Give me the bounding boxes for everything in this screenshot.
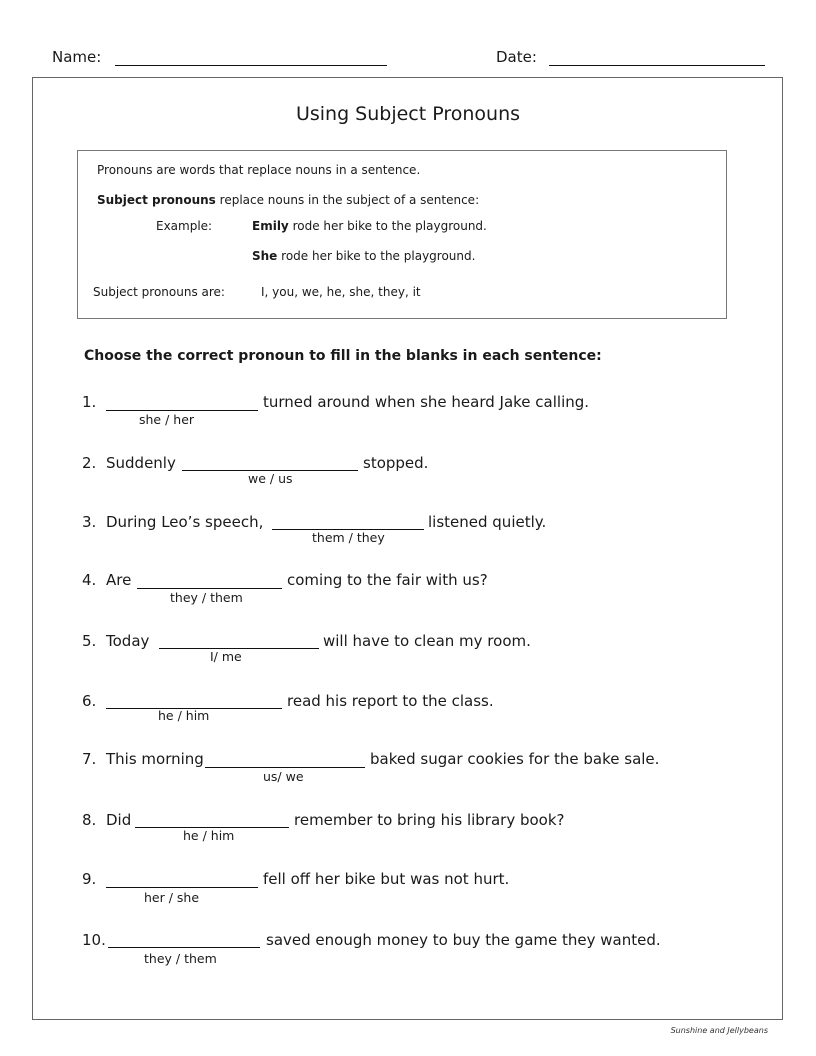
question-1-after: turned around when she heard Jake calling. xyxy=(263,393,590,411)
example-1-noun: Emily xyxy=(252,219,289,233)
question-8-hint: he / him xyxy=(183,828,235,843)
question-7-after: baked sugar cookies for the bake sale. xyxy=(370,750,660,768)
pronoun-list-label: Subject pronouns are: xyxy=(93,285,225,299)
pronoun-list-values: I, you, we, he, she, they, it xyxy=(261,285,421,299)
question-9-number: 9. xyxy=(82,870,97,888)
question-5-number: 5. xyxy=(82,632,97,650)
question-9-hint: her / she xyxy=(144,890,200,905)
question-1-hint: she / her xyxy=(139,412,195,427)
question-8-number: 8. xyxy=(82,811,97,829)
question-6-after: read his report to the class. xyxy=(287,692,494,710)
question-6-hint: he / him xyxy=(158,708,210,723)
question-4-hint: they / them xyxy=(170,590,243,605)
question-1-number: 1. xyxy=(82,393,97,411)
question-1-blank[interactable] xyxy=(106,410,258,411)
instructions: Choose the correct pronoun to fill in the blanks in each sentence: xyxy=(84,348,602,364)
question-2-after: stopped. xyxy=(363,454,429,472)
question-2-number: 2. xyxy=(82,454,97,472)
example-sentence-2 xyxy=(252,249,475,263)
question-7-before: This morning xyxy=(106,750,204,768)
question-4-after: coming to the fair with us? xyxy=(287,571,488,589)
question-9-after: fell off her bike but was not hurt. xyxy=(263,870,510,888)
question-3-hint: them / they xyxy=(312,530,385,545)
name-field-line[interactable] xyxy=(115,65,387,66)
question-10-after: saved enough money to buy the game they wanted. xyxy=(266,931,661,949)
question-4-before: Are xyxy=(106,571,132,589)
info-definition: Pronouns are words that replace nouns in a sentence. xyxy=(97,163,421,177)
question-5-before: Today xyxy=(106,632,150,650)
date-label: Date: xyxy=(496,48,537,66)
example-sentence-1 xyxy=(252,219,487,233)
question-7-hint: us/ we xyxy=(263,769,304,784)
question-3-after: listened quietly. xyxy=(428,513,547,531)
question-7-number: 7. xyxy=(82,750,97,768)
question-4-number: 4. xyxy=(82,571,97,589)
question-6-number: 6. xyxy=(82,692,97,710)
question-8-after: remember to bring his library book? xyxy=(294,811,565,829)
question-3-before: During Leo’s speech, xyxy=(106,513,264,531)
example-label: Example: xyxy=(156,219,213,233)
question-10-number: 10. xyxy=(82,931,106,949)
page-title: Using Subject Pronouns xyxy=(295,103,521,125)
question-9-blank[interactable] xyxy=(106,887,258,888)
info-subject-pronouns-desc: replace nouns in the subject of a sentence: xyxy=(219,193,480,207)
question-8-before: Did xyxy=(106,811,132,829)
question-3-number: 3. xyxy=(82,513,97,531)
question-5-hint: I/ me xyxy=(210,649,242,664)
info-subject-pronouns-term: Subject pronouns xyxy=(97,193,216,207)
info-subject-pronouns-line xyxy=(97,193,479,207)
question-2-hint: we / us xyxy=(248,471,293,486)
example-2-pronoun: She xyxy=(252,249,278,263)
example-2-rest: rode her bike to the playground. xyxy=(281,249,476,263)
footer-credit: Sunshine and Jellybeans xyxy=(670,1026,768,1035)
question-2-before: Suddenly xyxy=(106,454,176,472)
question-7-blank[interactable] xyxy=(205,767,365,768)
example-1-rest: rode her bike to the playground. xyxy=(292,219,487,233)
name-label: Name: xyxy=(52,48,102,66)
question-4-blank[interactable] xyxy=(137,588,282,589)
question-5-after: will have to clean my room. xyxy=(323,632,531,650)
question-10-blank[interactable] xyxy=(108,947,260,948)
date-field-line[interactable] xyxy=(549,65,765,66)
question-10-hint: they / them xyxy=(144,951,217,966)
